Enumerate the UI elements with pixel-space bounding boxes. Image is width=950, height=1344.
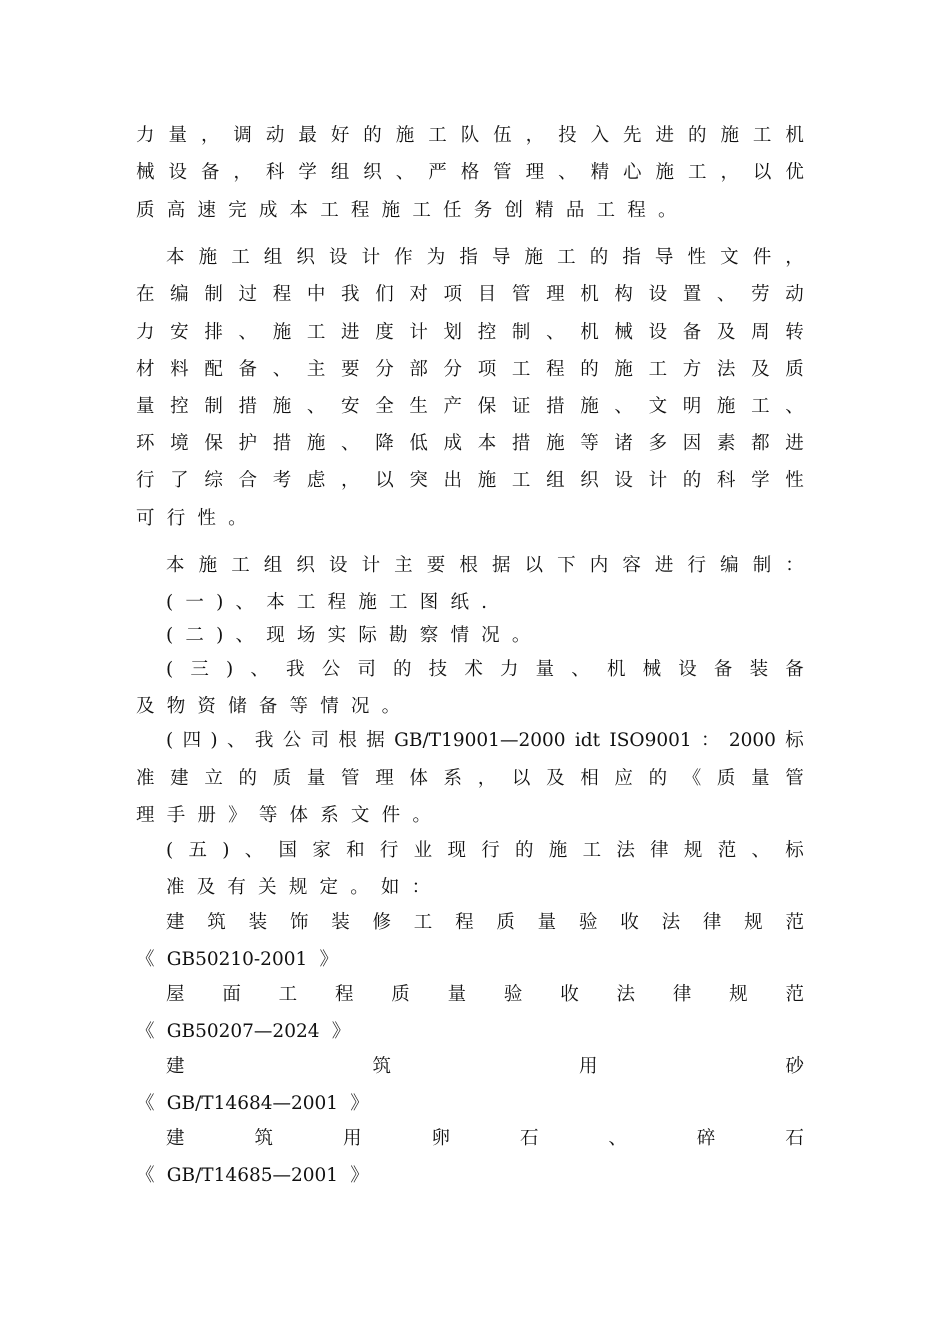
text-line: 理 手 册 》 等 体 系 文 件 。	[136, 805, 431, 826]
text-line: ( 三 ) 、 我 公 司 的 技 术 力 量 、 机 械 设 备 装 备	[166, 659, 804, 680]
text-line: ( 一 ) 、 本 工 程 施 工 图 纸 .	[166, 592, 488, 613]
text-line: ( 四 ) 、 我 公 司 根 据 GB/T19001—2000 idt ISO9001 ： 2000 标	[166, 730, 804, 751]
text-line: 建 筑 装 饰 装 修 工 程 质 量 验 收 法 律 规 范	[166, 912, 804, 933]
text-line: ( 五 ) 、 国 家 和 行 业 现 行 的 施 工 法 律 规 范 、 标	[166, 840, 804, 861]
text-line: 材 料 配 备 、 主 要 分 部 分 项 工 程 的 施 工 方 法 及 质	[136, 359, 804, 380]
text-line: 行 了 综 合 考 虑 ， 以 突 出 施 工 组 织 设 计 的 科 学 性	[136, 470, 804, 491]
text-line: 力 安 排 、 施 工 进 度 计 划 控 制 、 机 械 设 备 及 周 转	[136, 322, 804, 343]
text-line: 可 行 性 。	[136, 508, 247, 529]
text-line: 建 筑 用 砂	[166, 1056, 804, 1077]
text-line: 本 施 工 组 织 设 计 主 要 根 据 以 下 内 容 进 行 编 制 ：	[166, 555, 804, 576]
text-line: 本 施 工 组 织 设 计 作 为 指 导 施 工 的 指 导 性 文 件 ，	[166, 247, 804, 268]
text-line: 质 高 速 完 成 本 工 程 施 工 任 务 创 精 品 工 程 。	[136, 200, 677, 221]
text-line: 械 设 备 ， 科 学 组 织 、 严 格 管 理 、 精 心 施 工 ， 以 优	[136, 162, 804, 183]
text-line: ( 二 ) 、 现 场 实 际 勘 察 情 况 。	[166, 625, 531, 646]
text-line: 在 编 制 过 程 中 我 们 对 项 目 管 理 机 构 设 置 、 劳 动	[136, 284, 804, 305]
text-line: 量 控 制 措 施 、 安 全 生 产 保 证 措 施 、 文 明 施 工 、	[136, 396, 804, 417]
text-line: 《 GB50210-2001 》	[136, 949, 338, 970]
text-line: 《 GB/T14685—2001 》	[136, 1165, 369, 1186]
text-line: 屋 面 工 程 质 量 验 收 法 律 规 范	[166, 984, 804, 1005]
text-line: 《 GB50207—2024 》	[136, 1021, 351, 1042]
text-line: 《 GB/T14684—2001 》	[136, 1093, 369, 1114]
text-line: 准 及 有 关 规 定 。 如 ：	[166, 877, 431, 898]
text-line: 环 境 保 护 措 施 、 降 低 成 本 措 施 等 诸 多 因 素 都 进	[136, 433, 804, 454]
text-line: 力 量 ， 调 动 最 好 的 施 工 队 伍 ， 投 入 先 进 的 施 工 机	[136, 125, 804, 146]
text-line: 建 筑 用 卵 石 、 碎 石	[166, 1128, 804, 1149]
text-line: 准 建 立 的 质 量 管 理 体 系 ， 以 及 相 应 的 《 质 量 管	[136, 768, 804, 789]
text-line: 及 物 资 储 备 等 情 况 。	[136, 696, 401, 717]
